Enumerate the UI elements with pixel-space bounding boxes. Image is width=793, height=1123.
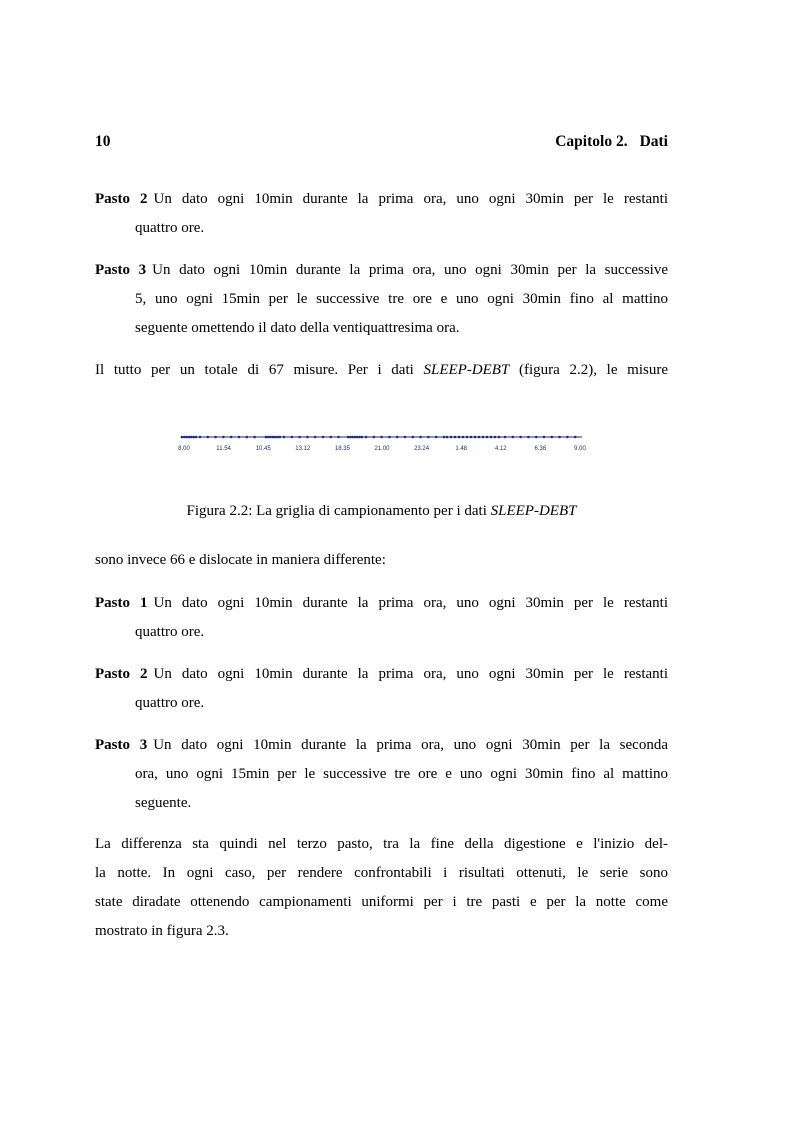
sample-marker (474, 436, 477, 439)
sample-marker (380, 436, 383, 439)
sample-marker (291, 436, 294, 439)
sample-marker (490, 436, 493, 439)
sample-marker (478, 436, 481, 439)
sample-marker (265, 436, 268, 439)
tick-label: 18.35 (334, 446, 350, 452)
item-label: Pasto 2 (95, 191, 148, 207)
sample-marker (535, 436, 538, 439)
caption-dataset: SLEEP-DEBT (490, 503, 577, 519)
tick-label: 9.00 (574, 446, 586, 452)
sample-marker (365, 436, 368, 439)
sample-marker (195, 436, 198, 439)
paragraph-text: sono invece 66 e dislocate in maniera differente: (95, 552, 386, 568)
paragraph-3 (95, 830, 668, 946)
sample-marker (443, 436, 446, 439)
sample-marker (482, 436, 485, 439)
item-label: Pasto 1 (95, 595, 148, 611)
sample-marker (486, 436, 489, 439)
item-text-cont: quattro ore. (135, 220, 205, 236)
sample-marker (354, 436, 357, 439)
sample-marker (470, 436, 473, 439)
tick-label: 23.24 (414, 446, 430, 452)
sample-marker (214, 436, 217, 439)
sample-marker (199, 436, 202, 439)
sample-marker (279, 436, 282, 439)
sample-marker (466, 436, 469, 439)
sample-marker (269, 436, 272, 439)
sample-marker (238, 436, 241, 439)
item-text: Un dato ogni 10min durante la prima ora, uno ogni 30min per le restanti (153, 595, 668, 611)
sample-marker (183, 436, 186, 439)
sample-marker (207, 436, 210, 439)
chapter-title: Dati (639, 133, 668, 150)
sample-marker (566, 436, 569, 439)
paragraph-line: La differenza sta quindi nel terzo pasto, tra la fine della digestione e l'inizio del- (95, 836, 668, 852)
item-text: Un dato ogni 10min durante la prima ora, uno ogni 30min per la seconda (153, 737, 668, 753)
sample-marker (347, 436, 350, 439)
paragraph-line: state diradate ottenendo campionamenti uniformi per i tre pasti e per la notte come (95, 894, 668, 910)
sample-marker (388, 436, 391, 439)
sample-marker (314, 436, 317, 439)
sample-marker (330, 436, 333, 439)
sample-marker (230, 436, 233, 439)
sample-marker (188, 436, 191, 439)
sample-marker (356, 436, 359, 439)
sample-marker (494, 436, 497, 439)
sample-marker (185, 436, 188, 439)
sample-marker (427, 436, 430, 439)
sample-marker (512, 436, 515, 439)
sample-marker (373, 436, 376, 439)
dataset-name: SLEEP-DEBT (423, 362, 510, 378)
tick-label: 13.12 (295, 446, 311, 452)
list2-item-pasto-2 (95, 660, 668, 718)
sample-marker (192, 436, 195, 439)
sample-marker (519, 436, 522, 439)
sample-marker (276, 436, 279, 439)
item-text-cont: quattro ore. (135, 695, 205, 711)
sample-marker (253, 436, 256, 439)
item-label: Pasto 3 (95, 737, 148, 753)
sample-marker (504, 436, 507, 439)
sample-marker (337, 436, 340, 439)
sampling-grid-figure (0, 0, 793, 470)
sample-marker (298, 436, 301, 439)
tick-label: 6.36 (534, 446, 547, 452)
paragraph-text: (figura 2.2), le misure (509, 362, 668, 378)
sample-marker (322, 436, 325, 439)
caption-text: Figura 2.2: La griglia di campionamento per i dati (186, 503, 491, 519)
tick-label: 4.12 (494, 446, 507, 452)
item-text: Un dato ogni 10min durante la prima ora, uno ogni 30min per le restanti (153, 191, 668, 207)
sample-marker (498, 436, 501, 439)
item-text: Un dato ogni 10min durante la prima ora, uno ogni 30min per le restanti (153, 666, 668, 682)
sample-marker (396, 436, 399, 439)
sample-marker (283, 436, 286, 439)
paragraph-line: la notte. In ogni caso, per rendere confrontabili i risultati ottenuti, le serie sono (95, 865, 668, 881)
sample-marker (574, 436, 577, 439)
sample-marker (274, 436, 277, 439)
tick-label: 11.54 (216, 446, 231, 452)
paragraph-line: mostrato in figura 2.3. (95, 923, 229, 939)
sample-marker (222, 436, 225, 439)
sample-marker (450, 436, 453, 439)
sample-marker (306, 436, 309, 439)
item-text-cont: seguente. (135, 795, 192, 811)
sample-marker (267, 436, 270, 439)
list2-item-pasto-3 (95, 731, 668, 818)
sample-marker (361, 436, 364, 439)
sample-marker (349, 436, 352, 439)
sample-marker (558, 436, 561, 439)
sample-marker (458, 436, 461, 439)
sample-marker (351, 436, 354, 439)
sample-marker (551, 436, 554, 439)
sample-marker (462, 436, 465, 439)
sample-marker (272, 436, 275, 439)
sample-marker (412, 436, 415, 439)
sample-marker (527, 436, 530, 439)
paragraph-text: Il tutto per un totale di 67 misure. Per i dati (95, 362, 424, 378)
sample-marker (543, 436, 546, 439)
item-text-cont: ora, uno ogni 15min per le successive tre ore e uno ogni 30min fino al mattino (135, 766, 668, 782)
sample-marker (435, 436, 438, 439)
tick-label: 1.48 (455, 446, 468, 452)
page-number: 10 (95, 133, 111, 150)
sample-marker (419, 436, 422, 439)
paragraph-2 (95, 546, 668, 575)
tick-label: 10.45 (255, 446, 271, 452)
sample-marker (190, 436, 193, 439)
sample-marker (404, 436, 407, 439)
item-text-cont: quattro ore. (135, 624, 205, 640)
sample-marker (181, 436, 184, 439)
item-label: Pasto 3 (95, 262, 147, 278)
item-text-cont: 5, uno ogni 15min per le successive tre ore e uno ogni 30min fino al mattino (135, 291, 668, 307)
sample-marker (358, 436, 361, 439)
sample-marker (454, 436, 457, 439)
list2-item-pasto-1 (95, 589, 668, 647)
sample-marker (446, 436, 449, 439)
item-text: Un dato ogni 10min durante la prima ora, uno ogni 30min per la successive (152, 262, 668, 278)
tick-label: 8.00 (178, 446, 190, 452)
item-label: Pasto 2 (95, 666, 148, 682)
figure-caption (95, 503, 668, 520)
chapter-label: Capitolo 2. (555, 133, 628, 150)
item-text-cont: seguente omettendo il dato della ventiquattresima ora. (135, 320, 460, 336)
tick-label: 21.00 (374, 446, 390, 452)
sample-marker (246, 436, 249, 439)
